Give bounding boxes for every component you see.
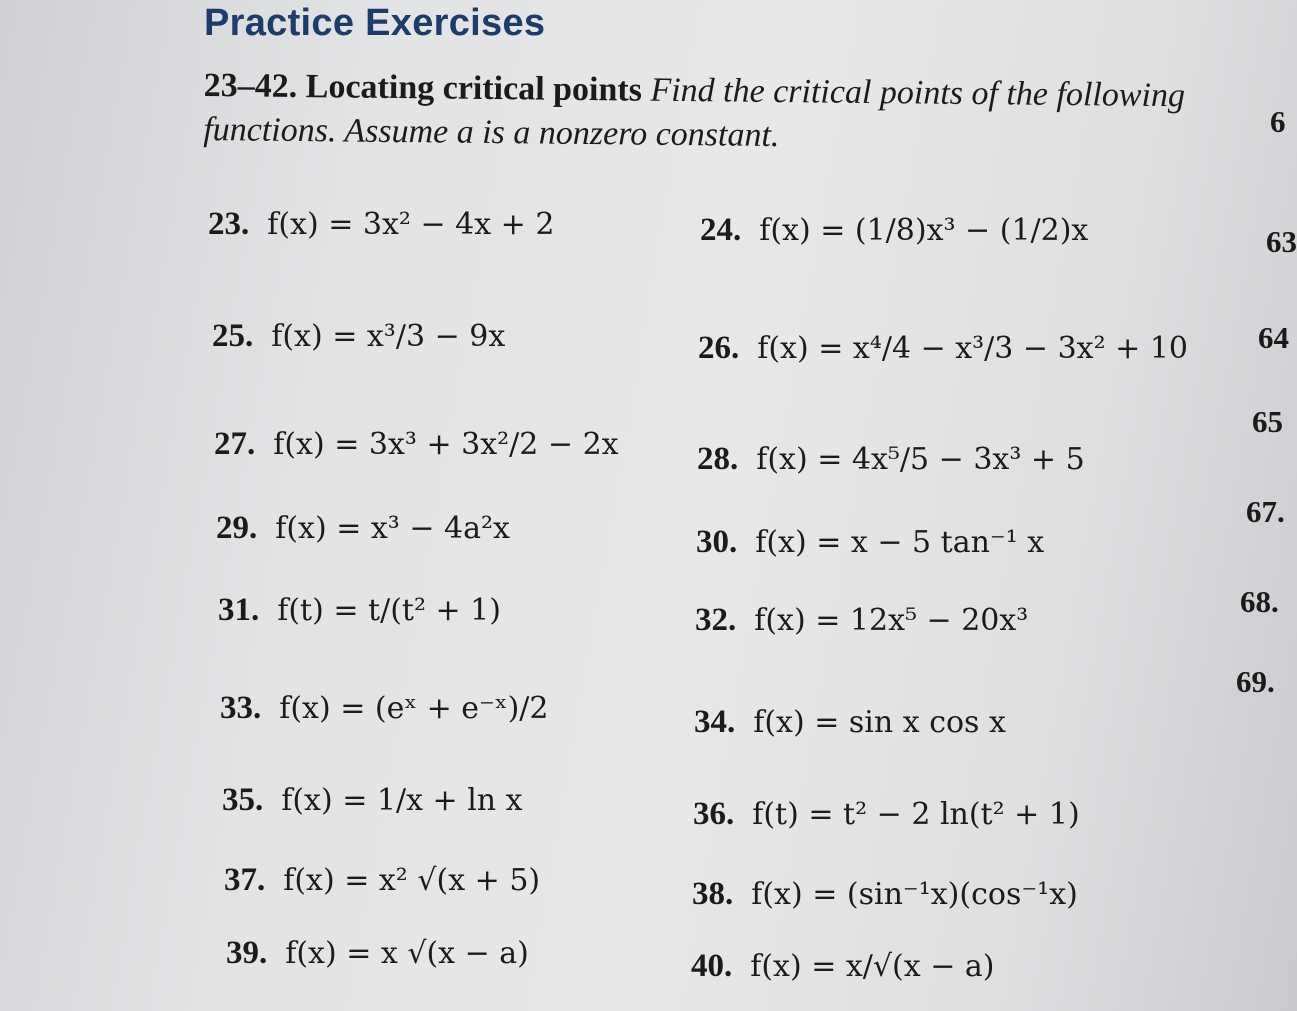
exercise-range: 23–42. xyxy=(203,66,298,105)
exercise-23 xyxy=(208,206,554,243)
exercise-33 xyxy=(220,690,548,727)
exercise-expression: f(x) = x³/3 − 9x xyxy=(271,319,506,354)
exercise-number: 33. xyxy=(220,690,262,726)
exercise-25 xyxy=(212,318,505,355)
exercise-expression: f(x) = sin x cos x xyxy=(753,705,1006,740)
exercise-number: 27. xyxy=(214,426,256,462)
exercise-37 xyxy=(224,862,540,899)
exercise-number: 31. xyxy=(218,592,260,628)
exercise-28 xyxy=(697,441,1085,478)
exercise-expression: f(t) = t² − 2 ln(t² + 1) xyxy=(752,797,1080,832)
exercise-24 xyxy=(700,212,1088,249)
exercise-expression: f(x) = x⁴/4 − x³/3 − 3x² + 10 xyxy=(757,331,1189,366)
exercise-expression: f(x) = 1/x + ln x xyxy=(281,783,523,818)
exercise-expression: f(x) = x − 5 tan⁻¹ x xyxy=(755,525,1045,560)
exercise-39 xyxy=(226,935,529,972)
exercise-number: 35. xyxy=(222,782,264,818)
margin-number: 69. xyxy=(1236,664,1275,699)
exercise-number: 32. xyxy=(695,602,737,638)
exercise-27 xyxy=(214,426,619,463)
exercise-instruction-text: Find the critical points of the following functions. Assume a is a nonzero constant. xyxy=(203,71,1186,155)
exercise-expression: f(x) = 3x² − 4x + 2 xyxy=(267,207,555,242)
exercise-31 xyxy=(218,592,501,629)
exercise-26 xyxy=(698,330,1188,367)
exercise-number: 30. xyxy=(696,524,738,560)
exercise-29 xyxy=(216,510,510,547)
exercise-expression: f(x) = (sin⁻¹x)(cos⁻¹x) xyxy=(751,877,1078,912)
exercise-38 xyxy=(692,876,1078,913)
exercise-instructions xyxy=(203,64,1204,162)
exercise-32 xyxy=(695,602,1028,639)
exercise-expression: f(x) = x √(x − a) xyxy=(285,936,529,971)
exercise-36 xyxy=(693,796,1080,833)
margin-number: 6 xyxy=(1270,104,1286,139)
margin-number: 68. xyxy=(1240,584,1279,619)
exercise-expression: f(x) = x/√(x − a) xyxy=(750,949,995,984)
exercise-number: 24. xyxy=(700,212,742,248)
margin-number: 65 xyxy=(1252,404,1283,439)
exercise-number: 23. xyxy=(208,206,250,242)
exercise-expression: f(x) = (1/8)x³ − (1/2)x xyxy=(759,213,1089,248)
exercise-number: 25. xyxy=(212,318,254,354)
margin-number: 67. xyxy=(1246,494,1285,529)
section-title: Practice Exercises xyxy=(204,2,546,44)
exercise-30 xyxy=(696,524,1044,561)
exercise-expression: f(x) = x³ − 4a²x xyxy=(275,511,510,546)
exercise-number: 34. xyxy=(694,704,736,740)
exercise-number: 29. xyxy=(216,510,258,546)
exercise-expression: f(x) = (eˣ + e⁻ˣ)/2 xyxy=(279,691,549,726)
exercise-expression: f(x) = 4x⁵/5 − 3x³ + 5 xyxy=(756,442,1085,477)
margin-number: 64 xyxy=(1258,320,1289,355)
exercise-heading: Locating critical points xyxy=(305,68,643,109)
exercise-number: 40. xyxy=(691,948,733,984)
exercise-expression: f(x) = x² √(x + 5) xyxy=(283,863,541,898)
exercise-expression: f(x) = 12x⁵ − 20x³ xyxy=(754,603,1029,638)
exercise-number: 39. xyxy=(226,935,268,971)
exercise-34 xyxy=(694,704,1006,741)
exercise-expression: f(t) = t/(t² + 1) xyxy=(277,593,501,628)
exercise-number: 38. xyxy=(692,876,734,912)
margin-number: 63 xyxy=(1266,224,1297,259)
exercise-35 xyxy=(222,782,523,819)
exercise-number: 37. xyxy=(224,862,266,898)
exercise-expression: f(x) = 3x³ + 3x²/2 − 2x xyxy=(273,427,619,462)
exercise-number: 28. xyxy=(697,441,739,477)
exercise-40 xyxy=(691,948,994,985)
exercise-number: 36. xyxy=(693,796,735,832)
exercise-number: 26. xyxy=(698,330,740,366)
